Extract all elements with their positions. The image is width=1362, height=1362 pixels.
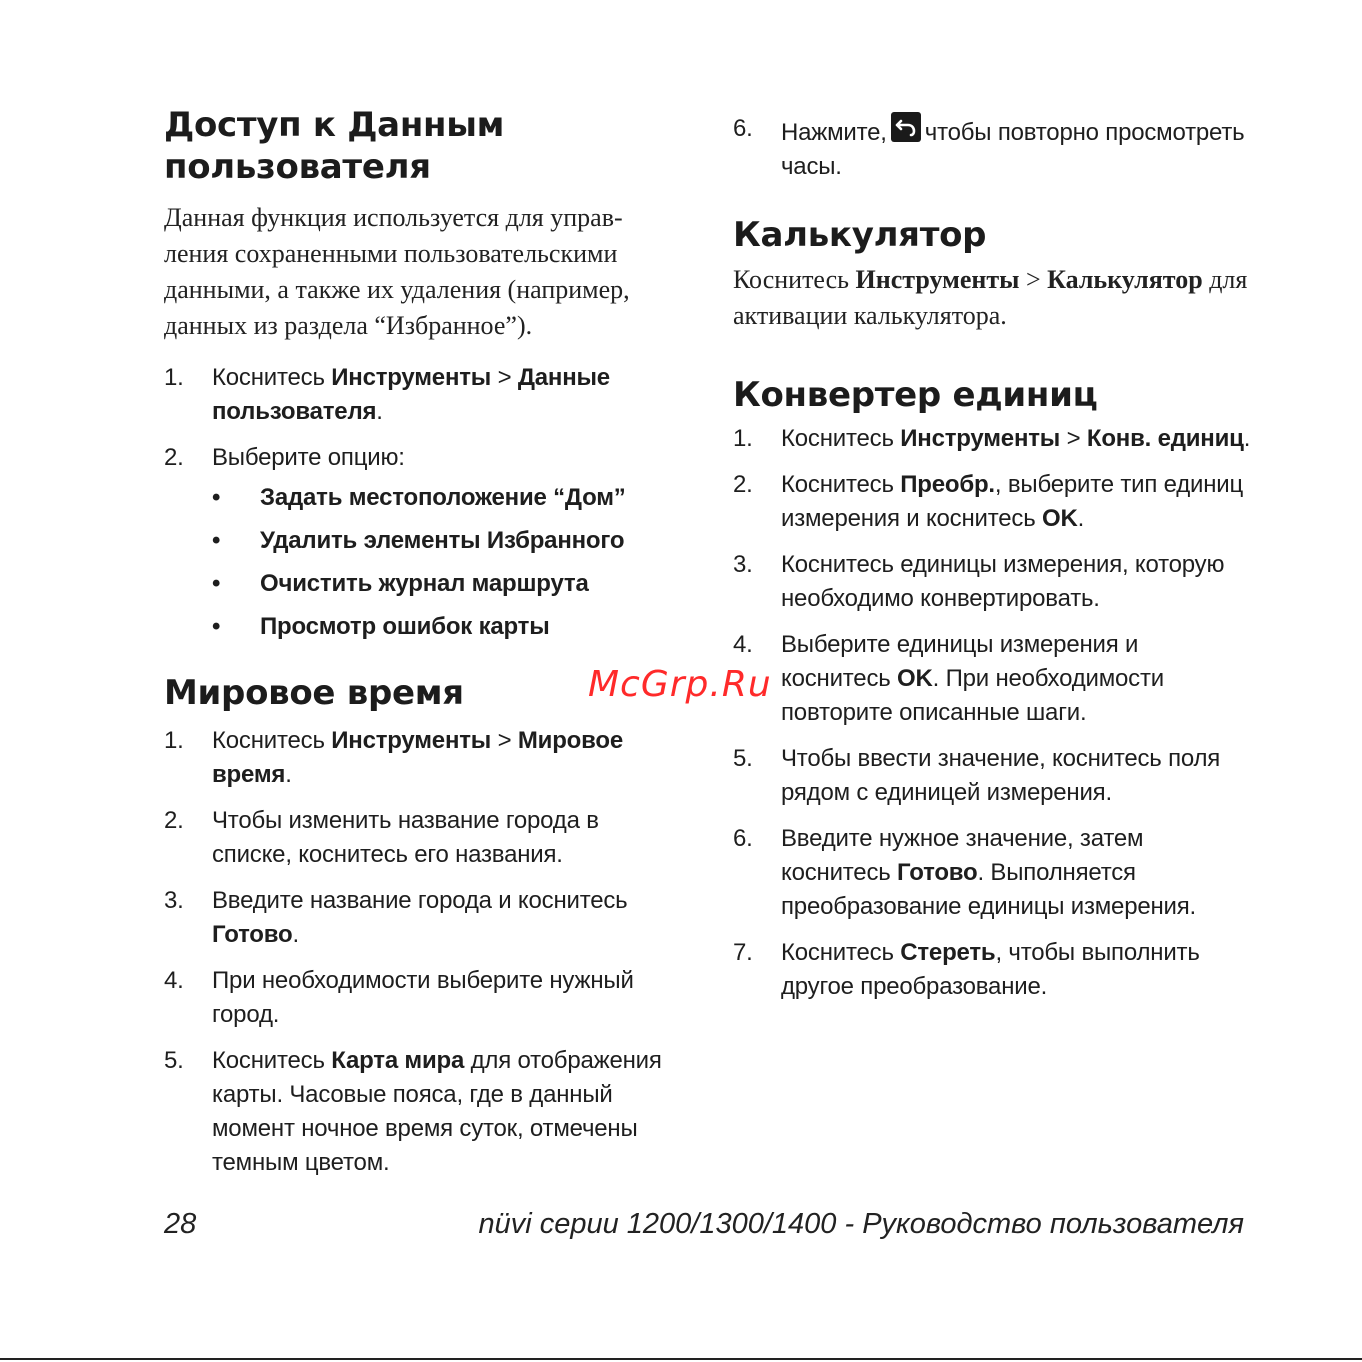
- step: [733, 742, 1253, 810]
- step: [733, 112, 1253, 184]
- bold-term: Готово: [212, 921, 293, 948]
- para-text: Коснитесь: [733, 265, 856, 294]
- option-item: [164, 524, 674, 558]
- step-number: 4.: [164, 967, 184, 994]
- step-number: 1.: [164, 727, 184, 754]
- step-text: >: [491, 364, 518, 391]
- step-number: 1.: [733, 425, 753, 452]
- section-title-unit-converter: Конвертер единиц: [733, 375, 1098, 415]
- bullet-dot: •: [212, 613, 221, 640]
- step-text: чтобы повторно просмотреть часы.: [781, 119, 1245, 180]
- step: [733, 468, 1253, 536]
- option-label: Удалить элементы Избранного: [260, 527, 625, 554]
- step-text: .: [376, 398, 383, 425]
- option-item: [164, 567, 674, 601]
- intro-paragraph: [164, 200, 674, 344]
- step: [733, 548, 1253, 616]
- bold-term: Инструменты: [331, 364, 492, 391]
- bold-term: Инструменты: [900, 425, 1061, 452]
- section-title-world-time: Мировое время: [164, 673, 464, 713]
- step-text: Коснитесь: [212, 727, 332, 754]
- step: [164, 361, 674, 429]
- option-item: [164, 481, 674, 515]
- bold-term: Данные пользователя: [212, 364, 610, 425]
- calculator-paragraph: [733, 262, 1253, 334]
- step-text: Коснитесь: [781, 425, 901, 452]
- step: [164, 884, 674, 952]
- bold-term: Преобр.: [900, 471, 995, 498]
- step-text: для отображения карты. Часовые пояса, где в данный момент ночное время суток, отмечены темным цветом.: [212, 1047, 662, 1176]
- step-text: >: [1060, 425, 1087, 452]
- step-text: .: [1077, 505, 1085, 532]
- intro-line: данных из раздела “Избранное”).: [164, 311, 533, 340]
- converter-steps: [733, 422, 1253, 1004]
- step-text: , выберите тип единиц измерения и коснитесь: [781, 471, 1244, 532]
- step: [164, 804, 674, 872]
- left-column: [164, 104, 674, 1192]
- step-number: 3.: [733, 551, 753, 578]
- world-time-steps-continued: [733, 112, 1253, 184]
- step-number: 7.: [733, 939, 753, 966]
- step-text: Коснитесь единицы измерения, которую необходимо конвертировать.: [781, 551, 1225, 612]
- step-text: Коснитесь: [212, 364, 332, 391]
- step-text: Коснитесь: [781, 471, 901, 498]
- bold-term: Инструменты: [331, 727, 492, 754]
- intro-line: ления сохраненными пользовательскими: [164, 239, 618, 268]
- bold-term: Калькулятор: [1047, 265, 1203, 294]
- step-number: 5.: [164, 1047, 184, 1074]
- step-text: Чтобы ввести значение, коснитесь поля рядом с единицей измерения.: [781, 745, 1221, 806]
- step-text: . Выполняется преобразование единицы измерения.: [781, 859, 1197, 920]
- bold-term: Готово: [897, 859, 978, 886]
- step-number: 2.: [164, 444, 184, 471]
- bold-term: Конв. единиц: [1086, 425, 1244, 452]
- step-text: Выберите единицы измерения и коснитесь: [781, 631, 1139, 692]
- step-number: 4.: [733, 631, 753, 658]
- section-title-calculator: Калькулятор: [733, 215, 987, 255]
- step: [733, 628, 1253, 730]
- step-text: Выберите опцию:: [212, 444, 405, 471]
- step-number: 3.: [164, 887, 184, 914]
- step-text: .: [292, 921, 299, 948]
- bullet-dot: •: [212, 484, 221, 511]
- bold-term: Мировое время: [212, 727, 623, 788]
- step: [733, 822, 1253, 924]
- para-text: >: [1019, 265, 1048, 294]
- step: [164, 724, 674, 792]
- intro-line: Данная функция используется для управ-: [164, 203, 623, 232]
- intro-line: данными, а также их удаления (например,: [164, 275, 630, 304]
- option-label: Просмотр ошибок карты: [260, 613, 550, 640]
- bold-term: OK: [1041, 505, 1078, 532]
- step: [164, 1044, 674, 1180]
- right-column: [733, 112, 1253, 1016]
- para-text: для активации калькулятора.: [733, 265, 1248, 330]
- option-label: Задать местоположение “Дом”: [260, 484, 626, 511]
- step-text: , чтобы выполнить другое преобразование.: [781, 939, 1200, 1000]
- bold-term: Инструменты: [855, 265, 1020, 294]
- step-text: Коснитесь: [212, 1047, 332, 1074]
- option-label: Очистить журнал маршрута: [260, 570, 589, 597]
- watermark: McGrp.Ru: [588, 664, 772, 705]
- step: [164, 964, 674, 1032]
- step: [164, 441, 674, 644]
- step-number: 6.: [733, 115, 753, 142]
- step-text: .: [285, 761, 292, 788]
- bold-term: OK: [897, 665, 933, 692]
- section-title-user-data: [164, 104, 674, 188]
- bold-term: Карта мира: [331, 1047, 465, 1074]
- option-list: [164, 481, 674, 644]
- step-number: 5.: [733, 745, 753, 772]
- back-arrow-icon: [891, 112, 921, 142]
- step: [733, 936, 1253, 1004]
- step-number: 2.: [164, 807, 184, 834]
- step-text: .: [1243, 425, 1251, 452]
- step-text: Введите название города и коснитесь: [212, 887, 628, 914]
- footer-title: nüvi серии 1200/1300/1400 - Руководство пользователя: [478, 1208, 1244, 1240]
- step-number: 1.: [164, 364, 184, 391]
- bullet-dot: •: [212, 570, 221, 597]
- step-text: Коснитесь: [781, 939, 901, 966]
- title-line: пользователя: [164, 147, 431, 187]
- step-number: 6.: [733, 825, 753, 852]
- bold-term: Стереть: [900, 939, 996, 966]
- world-time-steps: [164, 724, 674, 1180]
- page-number: 28: [164, 1208, 197, 1240]
- bullet-dot: •: [212, 527, 221, 554]
- step-text: . При необходимости повторите описанные шаги.: [781, 665, 1164, 726]
- bottom-divider: [0, 1358, 1362, 1360]
- step-text: При необходимости выберите нужный город.: [212, 967, 634, 1028]
- step-text: Чтобы изменить название города в списке, коснитесь его названия.: [212, 807, 599, 868]
- step-text: >: [491, 727, 518, 754]
- title-line: Доступ к Данным: [164, 105, 505, 145]
- step-number: 2.: [733, 471, 753, 498]
- step-text: Нажмите,: [781, 119, 887, 146]
- option-item: [164, 610, 674, 644]
- step-text: Введите нужное значение, затем коснитесь: [781, 825, 1144, 886]
- step: [733, 422, 1253, 456]
- user-data-steps: [164, 361, 674, 644]
